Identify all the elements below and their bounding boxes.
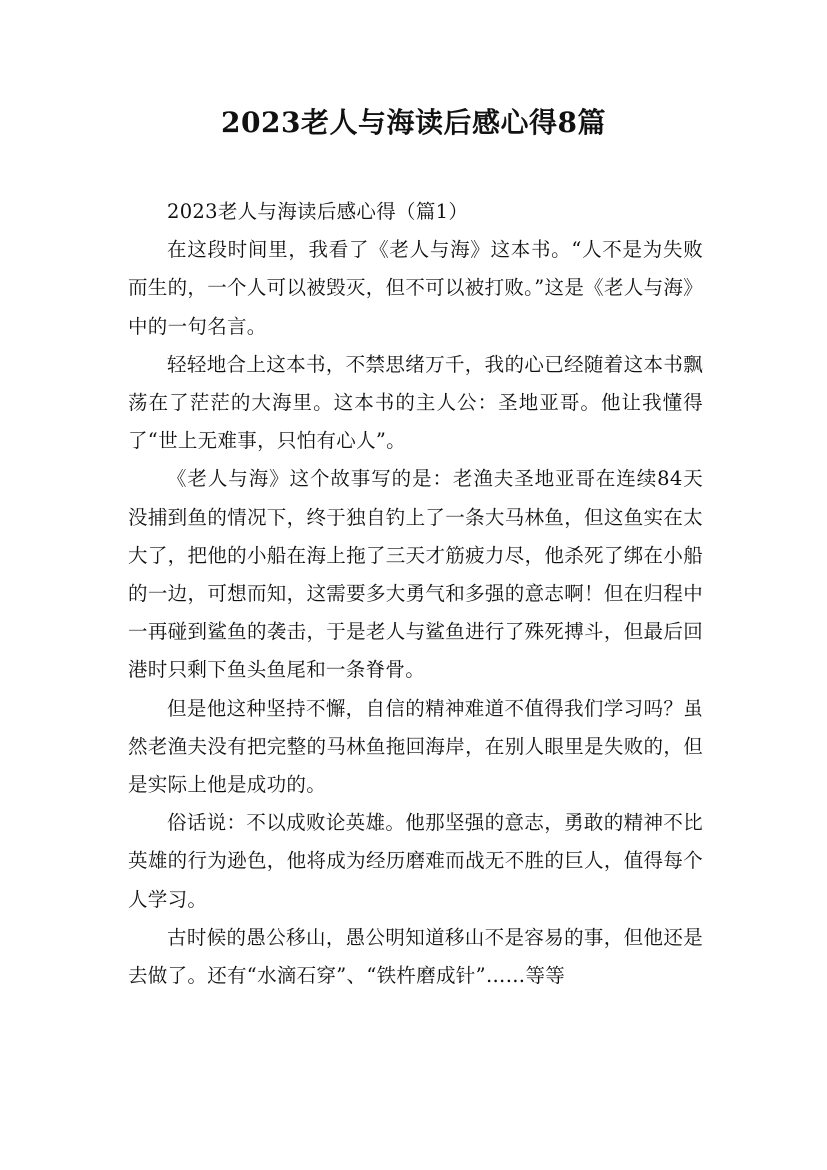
paragraph-5: 俗话说：不以成败论英雄。他那坚强的意志，勇敢的精神不比英雄的行为逊色，他将成为经历磨难而战无不胜的巨人，值得每个人学习。 <box>128 811 703 911</box>
section-heading: 2023老人与海读后感心得（篇1） <box>167 200 469 223</box>
paragraph-4: 但是他这种坚持不懈，自信的精神难道不值得我们学习吗？虽然老渔夫没有把完整的马林鱼拖回海岸，在别人眼里是失败的，但是实际上他是成功的。 <box>128 696 703 797</box>
document-title: 2023老人与海读后感心得8篇 <box>221 106 606 139</box>
paragraph-6: 古时候的愚公移山，愚公明知道移山不是容易的事，但他还是去做了。还有“水滴石穿”、“铁杵磨成针”……等等 <box>128 925 703 988</box>
paragraph-3: 《老人与海》这个故事写的是：老渔夫圣地亚哥在连续84天没捕到鱼的情况下，终于独自钓上了一条大马林鱼，但这鱼实在太大了，把他的小船在海上拖了三天才筋疲力尽，他杀死了绑在小船的一边，可想而知，这需要多大勇气和多强的意志啊！但在归程中一再碰到鲨鱼的袭击，于是老人与鲨鱼进行了殊死搏斗，但最后回港时只剩下鱼头鱼尾和一条脊骨。 <box>128 467 703 682</box>
paragraph-1: 在这段时间里，我看了《老人与海》这本书。“人不是为失败而生的，一个人可以被毁灭，但不可以被打败。”这是《老人与海》中的一句名言。 <box>128 238 703 338</box>
paragraph-2: 轻轻地合上这本书，不禁思绪万千，我的心已经随着这本书飘荡在了茫茫的大海里。这本书的主人公：圣地亚哥。他让我懂得了“世上无难事，只怕有心人”。 <box>128 352 703 453</box>
document-body <box>128 193 703 995</box>
